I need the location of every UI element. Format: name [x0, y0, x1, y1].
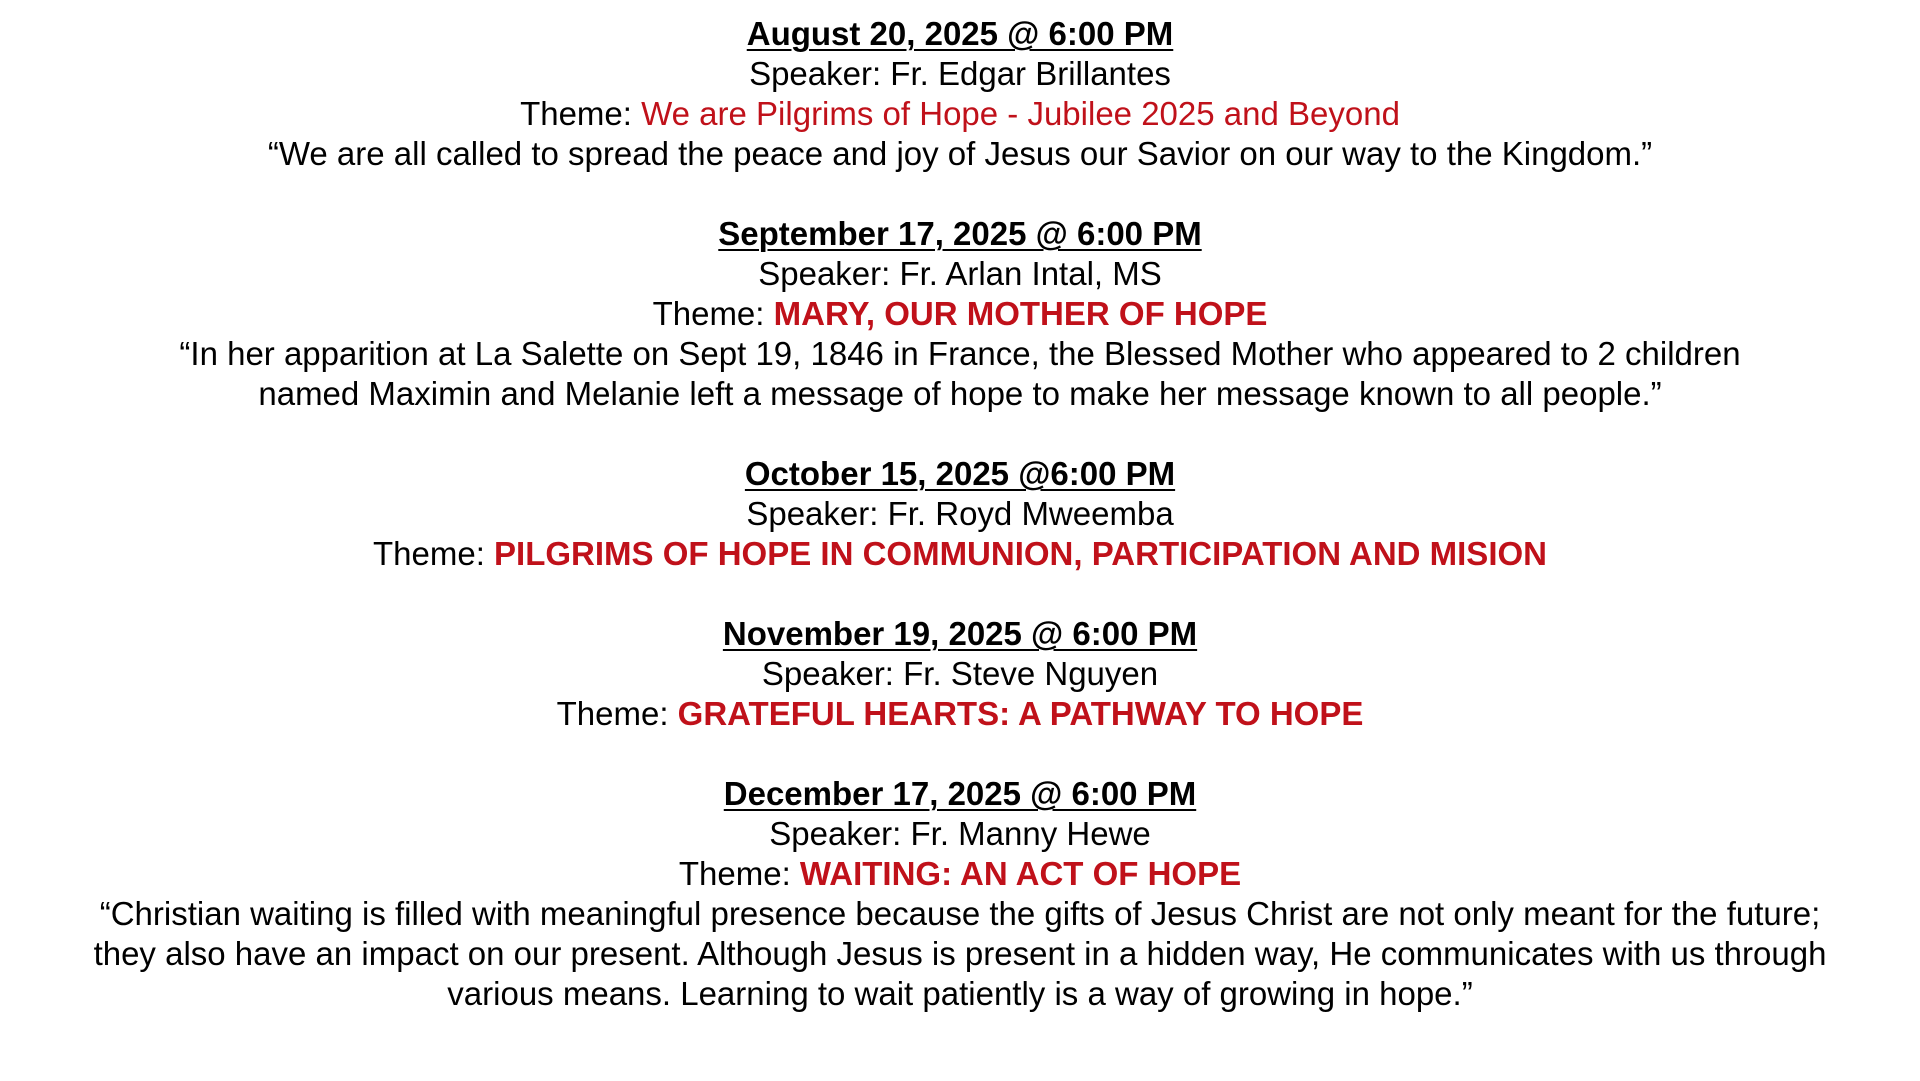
theme-label: Theme: — [520, 95, 642, 132]
schedule-document — [0, 14, 1920, 1054]
event-december — [0, 774, 1920, 1014]
event-date: September 17, 2025 @ 6:00 PM — [718, 215, 1202, 252]
theme-value: GRATEFUL HEARTS: A PATHWAY TO HOPE — [677, 695, 1364, 732]
theme-label: Theme: — [373, 535, 495, 572]
event-quote: “In her apparition at La Salette on Sept 19, 1846 in France, the Blessed Mother who appeared to 2 children named Maximin and Melanie left a message of hope to make her message known to all people.” — [179, 335, 1741, 412]
event-quote: “We are all called to spread the peace and joy of Jesus our Savior on our way to the Kingdom.” — [267, 135, 1653, 172]
event-november — [0, 614, 1920, 734]
theme-value: We are Pilgrims of Hope - Jubilee 2025 and Beyond — [641, 95, 1400, 132]
theme-label: Theme: — [652, 295, 774, 332]
event-speaker: Speaker: Fr. Edgar Brillantes — [749, 55, 1171, 92]
theme-label: Theme: — [556, 695, 678, 732]
event-october — [0, 454, 1920, 574]
event-theme — [0, 294, 1920, 334]
theme-value: WAITING: AN ACT OF HOPE — [799, 855, 1242, 892]
event-theme — [0, 854, 1920, 894]
event-theme — [0, 94, 1920, 134]
event-theme — [0, 694, 1920, 734]
event-date: August 20, 2025 @ 6:00 PM — [746, 15, 1174, 52]
event-speaker: Speaker: Fr. Royd Mweemba — [746, 495, 1174, 532]
event-speaker: Speaker: Fr. Steve Nguyen — [761, 655, 1159, 692]
event-date: November 19, 2025 @ 6:00 PM — [722, 615, 1198, 652]
event-quote: “Christian waiting is filled with meaningful presence because the gifts of Jesus Christ are not only meant for the future; they also have an impact on our present. Although Jesus is present in a hidden way, He communicates with us through various means. Learning to wait patiently is a way of growing in hope.” — [93, 895, 1827, 1012]
event-theme — [0, 534, 1920, 574]
event-september — [0, 214, 1920, 414]
event-date: December 17, 2025 @ 6:00 PM — [723, 775, 1197, 812]
theme-label: Theme: — [678, 855, 800, 892]
theme-value: MARY, OUR MOTHER OF HOPE — [773, 295, 1268, 332]
theme-value: PILGRIMS OF HOPE IN COMMUNION, PARTICIPATION AND MISION — [494, 535, 1547, 572]
event-speaker: Speaker: Fr. Arlan Intal, MS — [758, 255, 1162, 292]
event-date: October 15, 2025 @6:00 PM — [744, 455, 1176, 492]
event-speaker: Speaker: Fr. Manny Hewe — [769, 815, 1151, 852]
event-august — [0, 14, 1920, 174]
